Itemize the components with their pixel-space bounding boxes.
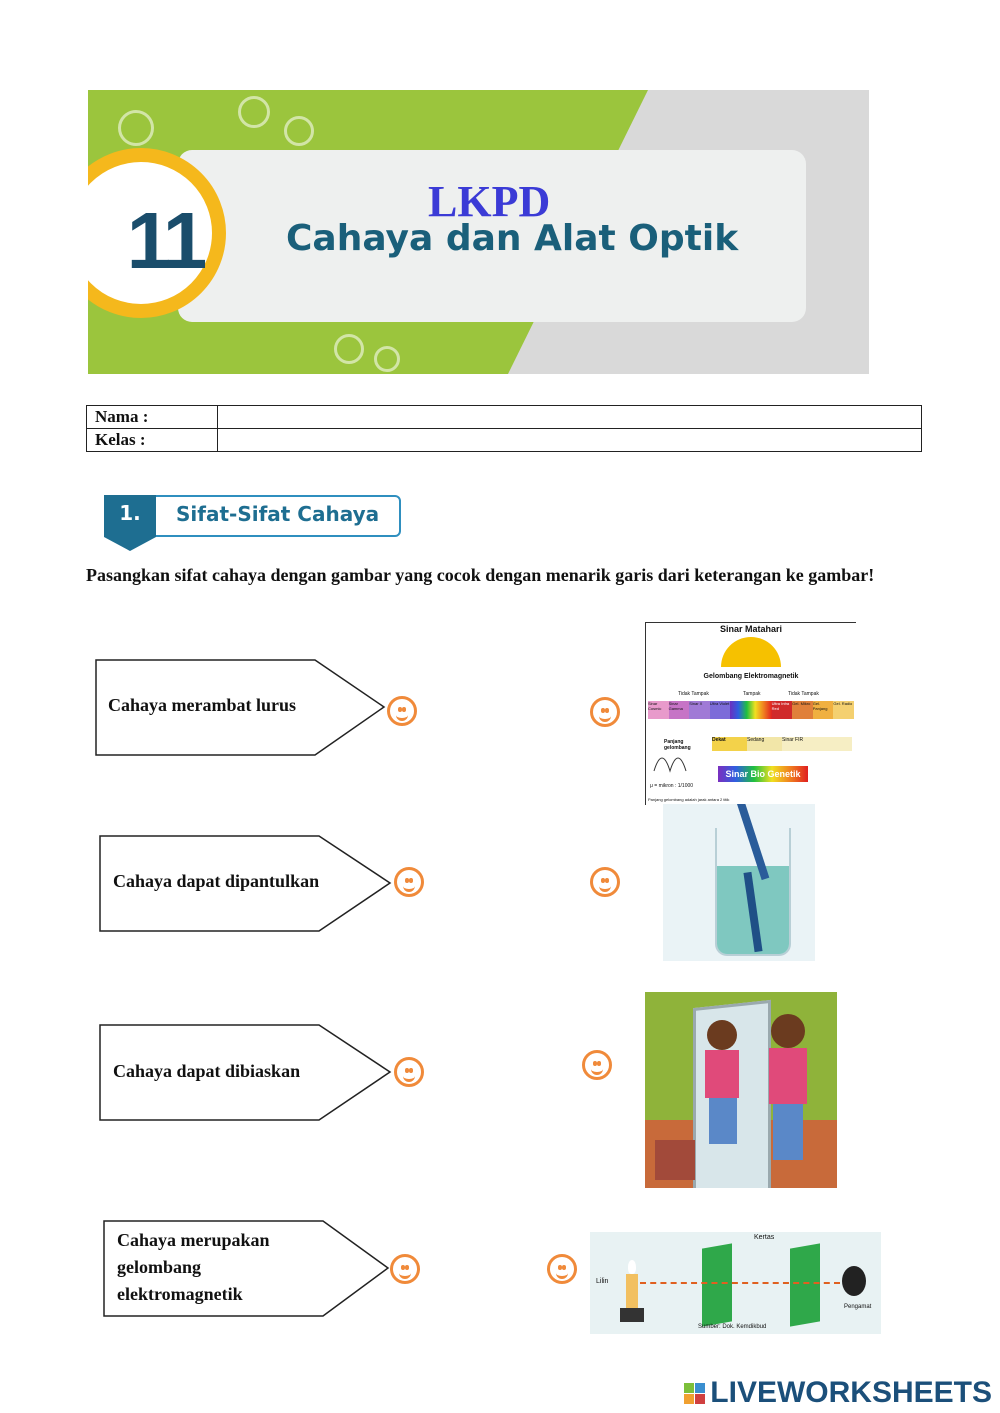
smiley-icon[interactable] bbox=[590, 697, 620, 727]
reflection-legs bbox=[709, 1098, 737, 1144]
spectrum-subtitle: Gelombang Elektromagnetik bbox=[703, 673, 799, 680]
statement-box-1[interactable] bbox=[95, 659, 385, 756]
spectrum-bar: Dekat bbox=[712, 737, 747, 751]
smiley-icon[interactable] bbox=[387, 696, 417, 726]
molecule-decoration bbox=[118, 110, 154, 146]
source-label: Sumber: Dok. Kemdikbud bbox=[698, 1324, 767, 1330]
candle bbox=[626, 1274, 638, 1308]
boy-legs bbox=[773, 1104, 803, 1160]
reflection-head bbox=[707, 1020, 737, 1050]
glass-water-image[interactable] bbox=[663, 804, 815, 961]
boy-body bbox=[769, 1048, 807, 1104]
paper-label: Kertas bbox=[754, 1234, 775, 1241]
smiley-icon[interactable] bbox=[394, 867, 424, 897]
spectrum-groups bbox=[648, 691, 854, 701]
brand-text: LIVEWORKSHEETS bbox=[710, 1376, 992, 1409]
bio-genetic-bar: Sinar Bio Genetik bbox=[718, 766, 808, 782]
molecule-decoration bbox=[334, 334, 364, 364]
statement-box-3[interactable] bbox=[99, 1024, 391, 1121]
statement-label: Cahaya merambat lurus bbox=[108, 695, 296, 715]
visible-band bbox=[730, 701, 771, 719]
molecule-decoration bbox=[238, 96, 270, 128]
instruction-text: Pasangkan sifat cahaya dengan gambar yang cocok dengan menarik garis dari keterangan ke gambar! bbox=[86, 565, 875, 585]
statement-label: Cahaya dapat dibiaskan bbox=[113, 1061, 301, 1081]
smiley-icon[interactable] bbox=[390, 1254, 420, 1284]
mirror-image[interactable] bbox=[645, 992, 837, 1188]
spectrum-group-label: Tidak Tampak bbox=[678, 691, 709, 697]
chapter-number: 11 bbox=[126, 196, 204, 285]
spectrum-band: Gel. Panjang bbox=[813, 701, 834, 719]
observer-label: Pengamat bbox=[844, 1304, 872, 1310]
boy-head bbox=[771, 1014, 805, 1048]
name-label: Nama : bbox=[87, 406, 218, 429]
molecule-decoration bbox=[374, 346, 400, 372]
spectrum-band: Ultra Infra Red bbox=[772, 701, 793, 719]
reflection-body bbox=[705, 1050, 739, 1098]
paper-screen bbox=[790, 1243, 820, 1326]
table-row bbox=[87, 406, 922, 429]
formula-text: μ = mikron : 1/1000 bbox=[650, 783, 694, 789]
class-field[interactable] bbox=[218, 429, 922, 452]
candle-holder bbox=[620, 1308, 644, 1322]
smiley-icon[interactable] bbox=[582, 1050, 612, 1080]
spectrum-bars bbox=[712, 737, 852, 751]
statement-label: Cahaya merupakan gelombang elektromagnetik bbox=[117, 1230, 270, 1304]
wave-icon bbox=[652, 751, 702, 773]
footer-brand bbox=[684, 1376, 992, 1410]
smiley-icon[interactable] bbox=[547, 1254, 577, 1284]
sun-icon bbox=[721, 637, 781, 667]
statement-box-4[interactable] bbox=[103, 1220, 389, 1317]
spectrum-band: Ultra Violet bbox=[710, 701, 731, 719]
spectrum-title: Sinar Matahari bbox=[719, 624, 783, 634]
light-path bbox=[640, 1282, 840, 1284]
liveworksheets-logo-icon bbox=[684, 1383, 706, 1405]
candle-label: Lilin bbox=[596, 1278, 609, 1285]
class-label: Kelas : bbox=[87, 429, 218, 452]
section-header bbox=[104, 495, 399, 535]
banner-subtitle: Cahaya dan Alat Optik bbox=[286, 218, 739, 259]
wave-label: Panjang gelombang bbox=[664, 739, 691, 751]
banner-title: LKPD bbox=[428, 177, 551, 226]
eye-icon bbox=[842, 1266, 866, 1296]
spectrum-band: Sinar Cosmic bbox=[648, 701, 669, 719]
candle-diagram-image[interactable] bbox=[590, 1232, 881, 1334]
spectrum-group-label: Tidak Tampak bbox=[788, 691, 819, 697]
spectrum-group-label: Tampak bbox=[743, 691, 761, 697]
molecule-decoration bbox=[284, 116, 314, 146]
table-row bbox=[87, 429, 922, 452]
name-field[interactable] bbox=[218, 406, 922, 429]
statement-box-2[interactable] bbox=[99, 835, 391, 932]
table bbox=[655, 1140, 695, 1180]
statement-label: Cahaya dapat dipantulkan bbox=[113, 871, 320, 891]
identity-table bbox=[86, 405, 922, 452]
spectrum-band: Sinar Gamma bbox=[669, 701, 690, 719]
spectrum-band: Gel. Radio bbox=[833, 701, 854, 719]
smiley-icon[interactable] bbox=[590, 867, 620, 897]
smiley-icon[interactable] bbox=[394, 1057, 424, 1087]
spectrum-band: Sinar X bbox=[689, 701, 710, 719]
spectrum-bar: Sinar FIR bbox=[782, 737, 852, 751]
spectrum-note: Panjang gelombang adalah jarak antara 2 titik bbox=[648, 797, 730, 802]
paper-screen bbox=[702, 1243, 732, 1326]
spectrum-bands bbox=[648, 701, 854, 719]
spectrum-image[interactable] bbox=[645, 622, 856, 805]
spectrum-band: Gel. Mikro bbox=[792, 701, 813, 719]
spectrum-bar: Sedang bbox=[747, 737, 782, 751]
header-banner bbox=[88, 90, 869, 374]
section-title: Sifat-Sifat Cahaya bbox=[176, 502, 380, 526]
section-number: 1. bbox=[119, 501, 141, 525]
flame bbox=[628, 1260, 636, 1274]
